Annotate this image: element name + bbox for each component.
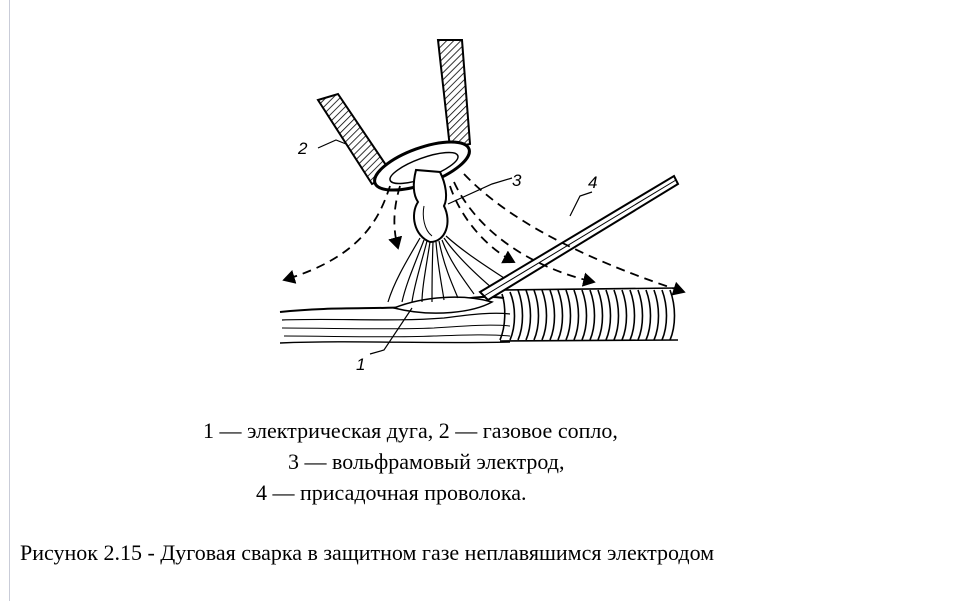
weld-bead <box>500 288 678 341</box>
callout-2: 2 <box>298 139 308 158</box>
base-metal <box>280 295 514 343</box>
callout-1: 1 <box>356 355 366 374</box>
figure-caption: Рисунок 2.15 - Дуговая сварка в защитном газе неплавяшимся электродом <box>20 540 715 565</box>
gas-nozzle <box>318 40 475 200</box>
gas-flow-arrows <box>284 174 684 292</box>
legend-line-2: 3 — вольфрамовый электрод, <box>288 449 565 474</box>
filler-wire <box>480 176 678 300</box>
legend-line-3: 4 — присадочная проволока. <box>256 480 527 505</box>
legend-line-1: 1 — электрическая дуга, 2 — газовое сопло, <box>203 418 618 443</box>
callout-4: 4 <box>588 173 598 192</box>
tungsten-electrode <box>414 170 448 242</box>
welding-figure <box>274 36 700 388</box>
page-left-border <box>9 0 10 601</box>
callout-3: 3 <box>512 171 522 190</box>
